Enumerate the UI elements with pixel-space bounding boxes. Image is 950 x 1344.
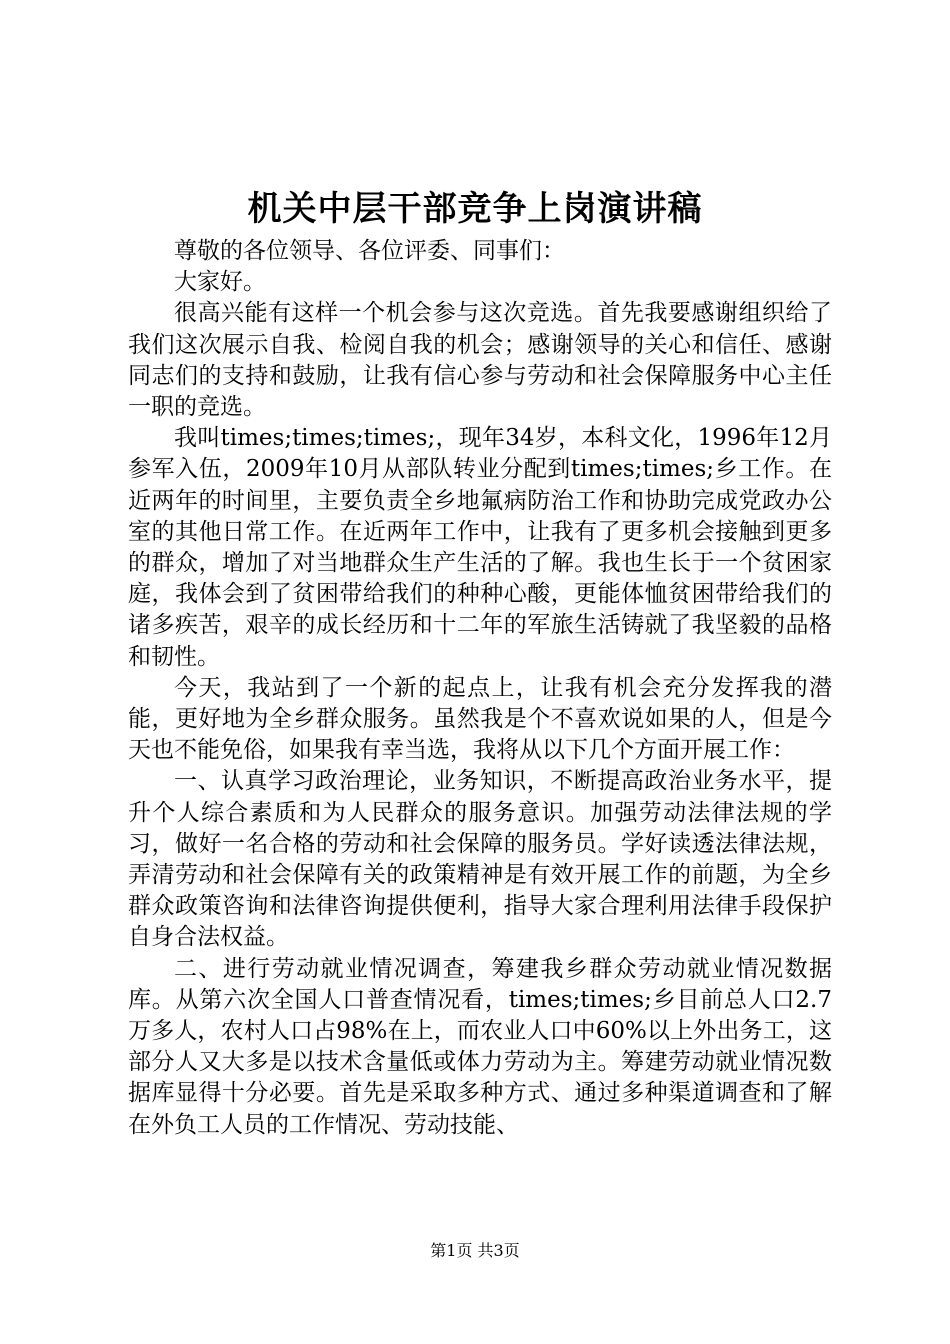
document-body (128, 236, 832, 1141)
paragraph: 一、认真学习政治理论，业务知识，不断提高政治业务水平，提升个人综合素质和为人民群众的服务意识。加强劳动法律法规的学习，做好一名合格的劳动和社会保障的服务员。学好读透法律法规，弄清劳动和社会保障有关的政策精神是有效开展工作的前题，为全乡群众政策咨询和法律咨询提供便利，指导大家合理利用法律手段保护自身合法权益。 (128, 768, 832, 951)
paragraph: 很高兴能有这样一个机会参与这次竞选。首先我要感谢组织给了我们这次展示自我、检阅自我的机会；感谢领导的关心和信任、感谢同志们的支持和鼓励，让我有信心参与劳动和社会保障服务中心主任一职的竞选。 (128, 300, 832, 421)
greeting: 大家好。 (174, 269, 266, 296)
paragraph: 我叫times;times;times;，现年34岁，本科文化，1996年12月参军入伍，2009年10月从部队转业分配到times;times;乡工作。在近两年的时间里，主要负责全乡地氟病防治工作和协助完成党政办公室的其他日常工作。在近两年工作中，让我有了更多机会接触到更多的群众，增加了对当地群众生产生活的了解。我也生长于一个贫困家庭，我体会到了贫困带给我们的种种心酸，更能体恤贫困带给我们的诸多疾苦，艰辛的成长经历和十二年的军旅生活铸就了我坚毅的品格和韧性。 (128, 425, 832, 670)
document-title: 机关中层干部竞争上岗演讲稿 (247, 189, 703, 229)
paragraph: 今天，我站到了一个新的起点上，让我有机会充分发挥我的潜能，更好地为全乡群众服务。虽然我是个不喜欢说如果的人，但是今天也不能免俗，如果我有幸当选，我将从以下几个方面开展工作： (128, 674, 832, 764)
paragraph: 二、进行劳动就业情况调查，筹建我乡群众劳动就业情况数据库。从第六次全国人口普查情况看，times;times;乡目前总人口2.7万多人，农村人口占98%在上，而农业人口中60%以上外出务工，这部分人又大多是以技术含量低或体力劳动为主。筹建劳动就业情况数据库显得十分必要。首先是采取多种方式、通过多种渠道调查和了解在外负工人员的工作情况、劳动技能、 (128, 955, 832, 1138)
salutation: 尊敬的各位领导、各位评委、同事们： (174, 238, 565, 264)
page-footer: 第1页 共3页 (430, 1241, 520, 1260)
